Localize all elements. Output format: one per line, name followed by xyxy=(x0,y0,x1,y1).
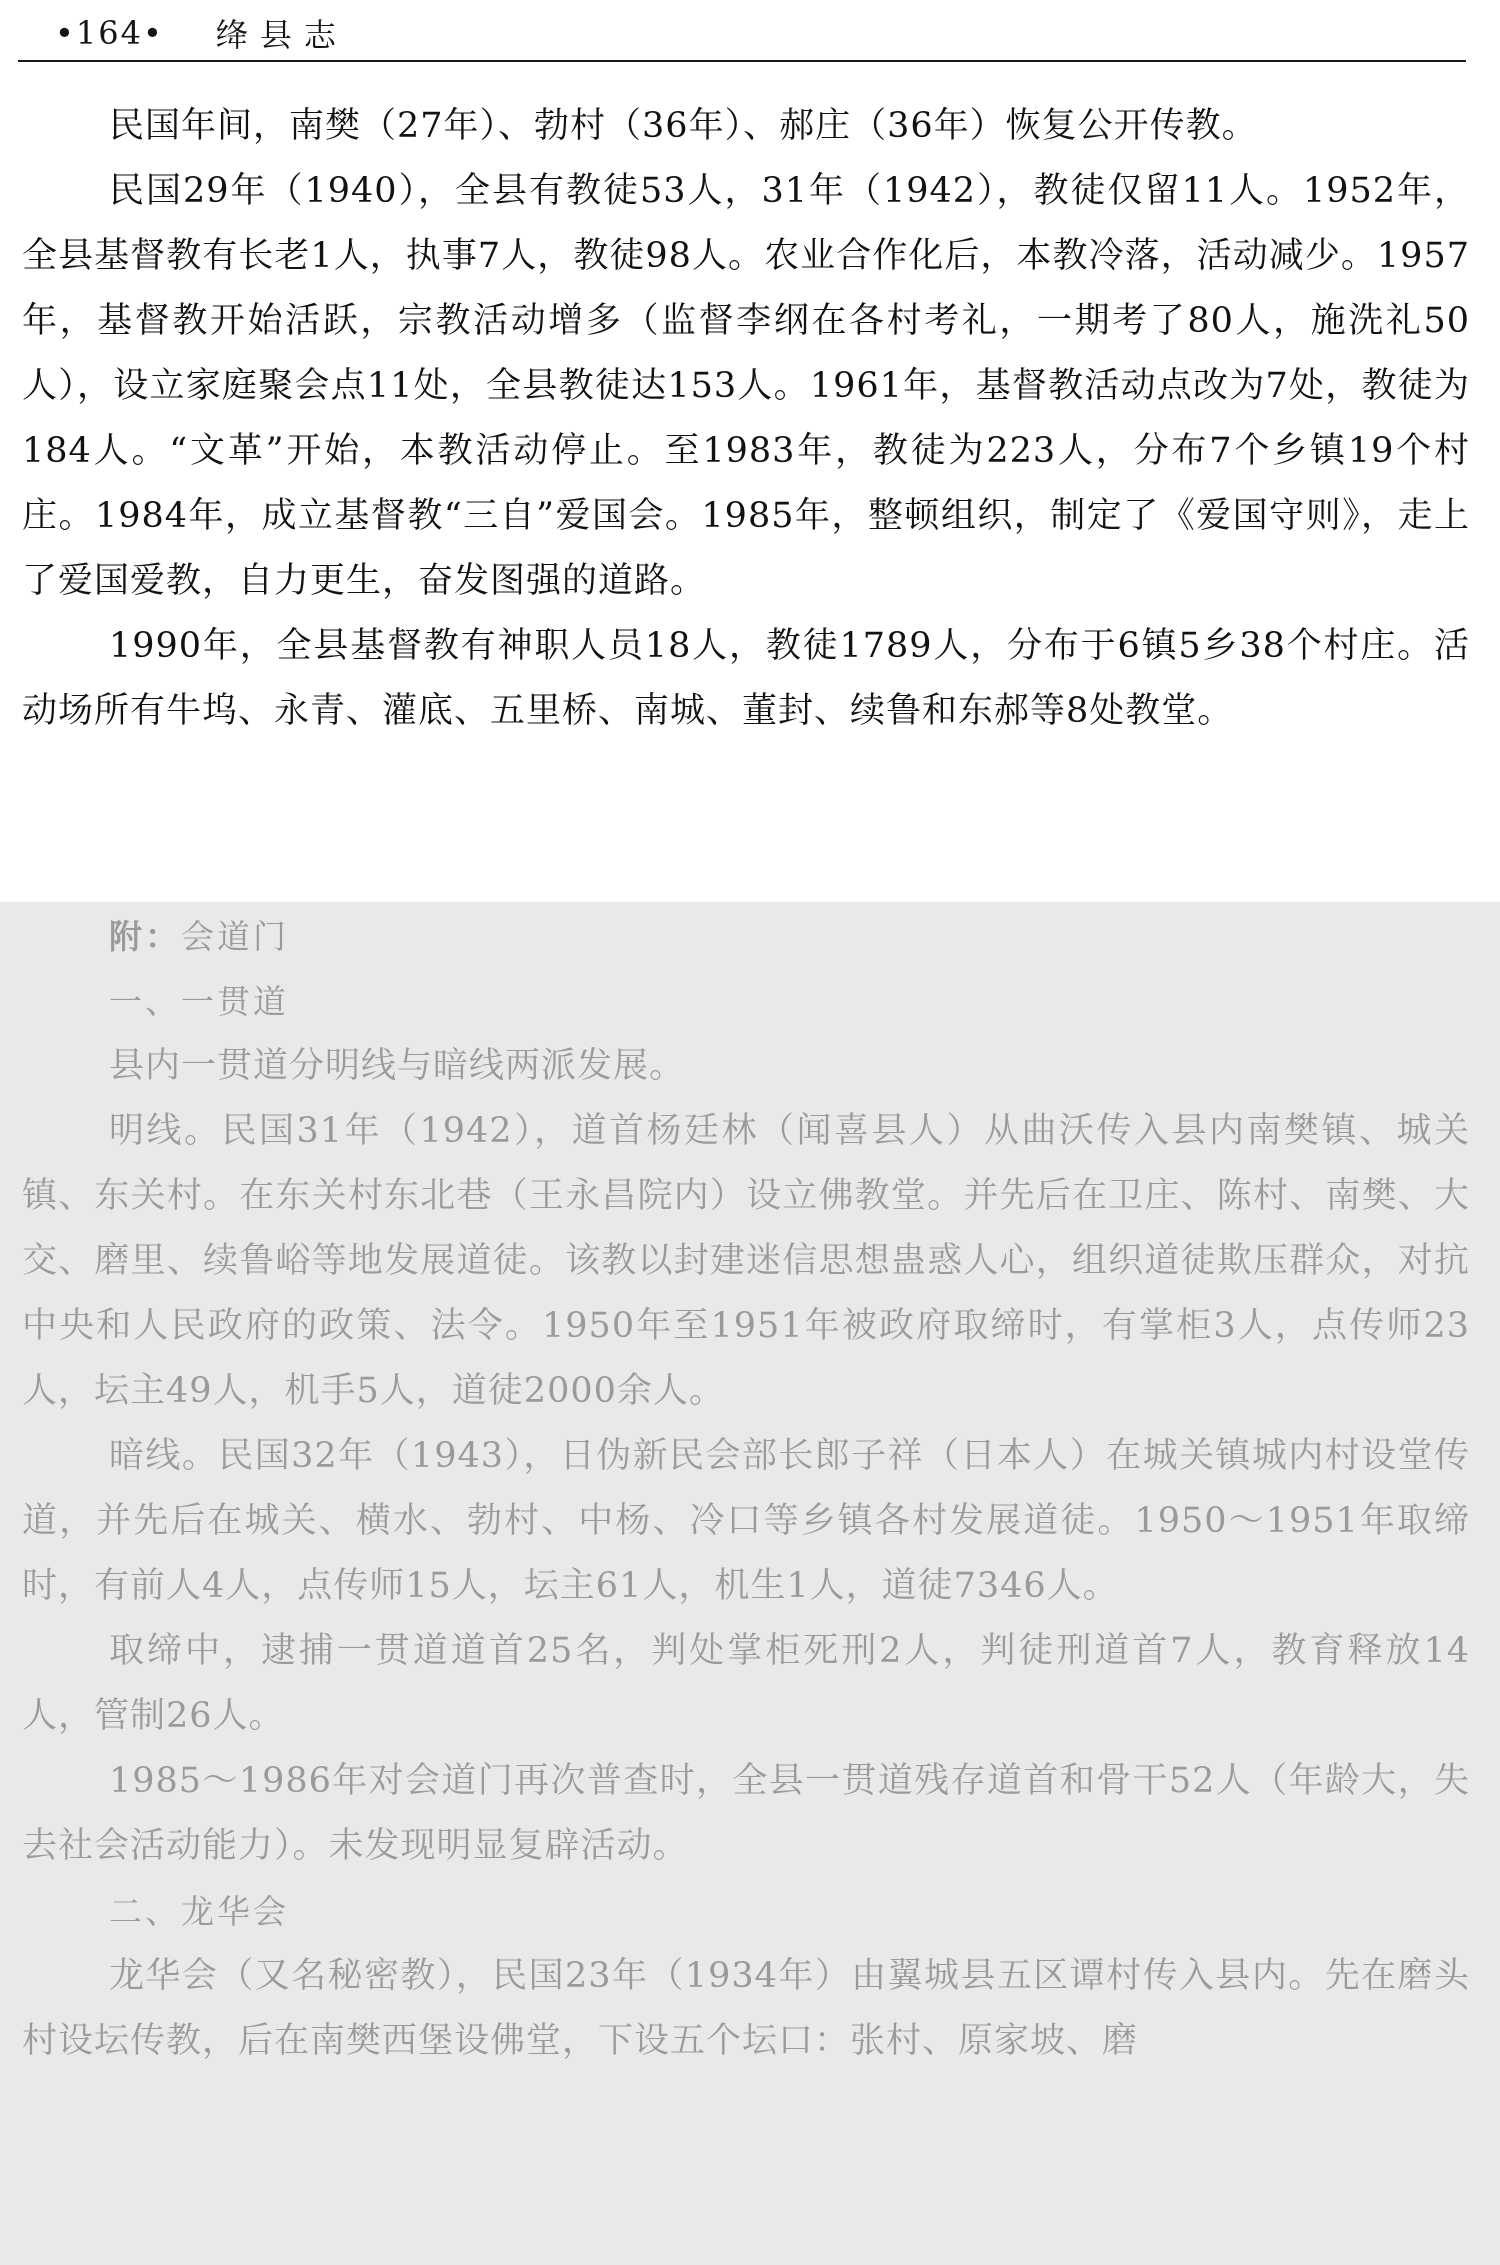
paragraph: 民国29年（1940），全县有教徒53人，31年（1942），教徒仅留11人。1952年，全县基督教有长老1人，执事7人，教徒98人。农业合作化后，本教冷落，活动减少。1957年，基督教开始活跃，宗教活动增多（监督李纲在各村考礼，一期考了80人，施洗礼50人），设立家庭聚会点11处，全县教徒达153人。1961年，基督教活动点改为7处，教徒为184人。“文革”开始，本教活动停止。至1983年，教徒为223人，分布7个乡镇19个村庄。1984年，成立基督教“三自”爱国会。1985年，整顿组织，制定了《爱国守则》，走上了爱国爱教，自力更生，奋发图强的道路。 xyxy=(22,171,1470,601)
paragraph: 取缔中，逮捕一贯道道首25名，判处掌柜死刑2人，判徒刑道首7人，教育释放14人，管制26人。 xyxy=(22,1631,1470,1736)
paragraph: 龙华会（又名秘密教），民国23年（1934年）由翼城县五区谭村传入县内。先在磨头村设坛传教，后在南樊西堡设佛堂，下设五个坛口：张村、原家坡、磨 xyxy=(22,1956,1470,2061)
paragraph: 民国年间，南樊（27年）、勃村（36年）、郝庄（36年）恢复公开传教。 xyxy=(109,106,1258,146)
christianity-section xyxy=(22,94,1470,744)
book-title: 绛县志 xyxy=(215,16,348,54)
appendix-title: 会道门 xyxy=(181,917,289,956)
appendix-heading xyxy=(22,904,1470,969)
running-header xyxy=(55,8,348,58)
section-heading: 二、龙华会 xyxy=(109,1892,289,1931)
paragraph: 1985～1986年对会道门再次普查时，全县一贯道残存道首和骨干52人（年龄大，失去社会活动能力）。未发现明显复辟活动。 xyxy=(22,1761,1470,1866)
page-number: •164• xyxy=(55,14,164,52)
appendix-section xyxy=(22,904,1470,2074)
section-heading: 一、一贯道 xyxy=(109,982,289,1021)
paragraph: 1990年，全县基督教有神职人员18人，教徒1789人，分布于6镇5乡38个村庄。活动场所有牛坞、永青、灌底、五里桥、南城、董封、续鲁和东郝等8处教堂。 xyxy=(22,626,1470,731)
header-rule xyxy=(18,60,1466,62)
appendix-label: 附： xyxy=(109,917,181,956)
paragraph: 明线。民国31年（1942），道首杨廷林（闻喜县人）从曲沃传入县内南樊镇、城关镇、东关村。在东关村东北巷（王永昌院内）设立佛教堂。并先后在卫庄、陈村、南樊、大交、磨里、续鲁峪等地发展道徒。该教以封建迷信思想蛊惑人心，组织道徒欺压群众，对抗中央和人民政府的政策、法令。1950年至1951年被政府取缔时，有掌柜3人，点传师23人，坛主49人，机手5人，道徒2000余人。 xyxy=(22,1111,1470,1411)
paragraph: 县内一贯道分明线与暗线两派发展。 xyxy=(109,1046,686,1086)
paragraph: 暗线。民国32年（1943），日伪新民会部长郎子祥（日本人）在城关镇城内村设堂传道，并先后在城关、横水、勃村、中杨、冷口等乡镇各村发展道徒。1950～1951年取缔时，有前人4人，点传师15人，坛主61人，机生1人，道徒7346人。 xyxy=(22,1436,1470,1606)
